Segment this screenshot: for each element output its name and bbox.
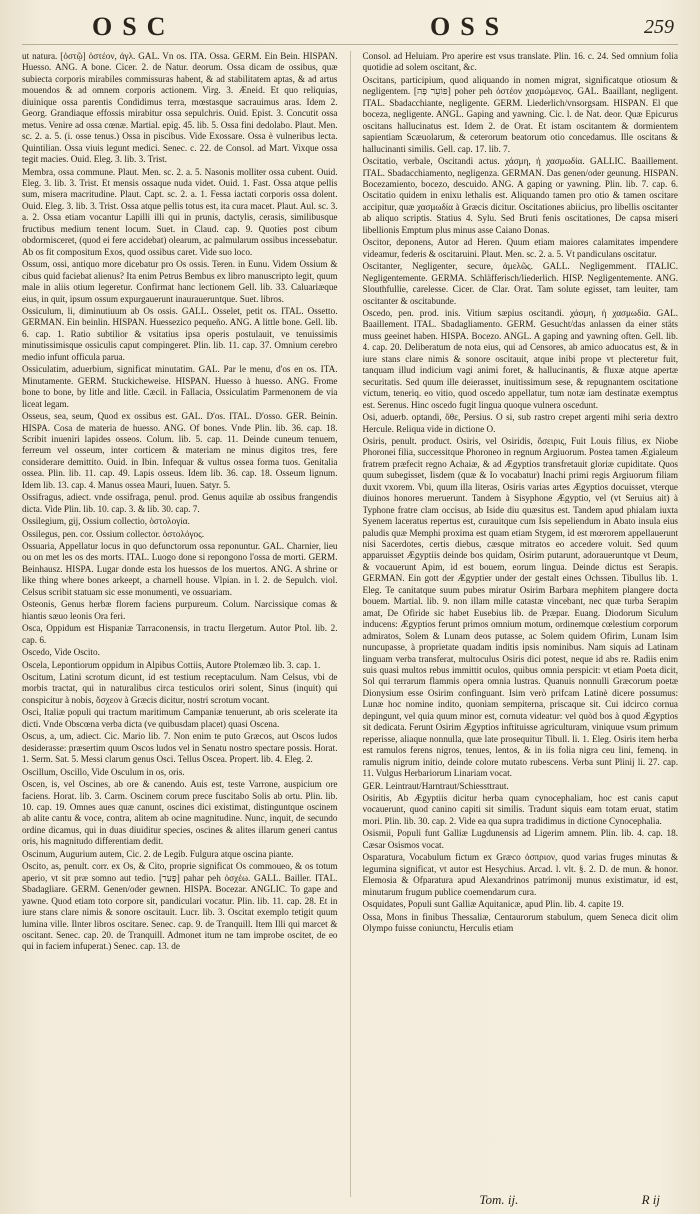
page-footer bbox=[359, 1192, 660, 1208]
running-header bbox=[22, 10, 678, 45]
signature-mark: Tom. ij. bbox=[479, 1192, 519, 1207]
dictionary-entry: Oscen, is, vel Oscines, ab ore & canendo. Auis est, teste Varrone, auspicium ore faciens. Horat. lib. 3. Carm. Oscinem corum prece fuscitabo Solis ab ortu. Plin. lib. 10. cap. 19. Omnes aues quæ canunt, oscines dici existimat, distinguntque oscinem ab alite cantu & voce, contra, alitem ab ocine magnitudine. Nunc, inquit, de secundo ordine dicamus, qui in duas diuiditur species, oscines & alites illarum generi cantus oris, his magnitudo differentiam dedit. bbox=[22, 779, 338, 847]
dictionary-entry: Ossilegus, pen. cor. Ossium collector. ὀστολόγος. bbox=[22, 528, 205, 539]
dictionary-entry: Osiris, penult. product. Osiris, vel Osiridis, ὄσειρις, Fuit Louis filius, ex Niobe Phoronei filia, successitque Phoroneo in regnum Argiuorum. Postea tamen Ægialeum fratrem præfecit regno Achaiæ, & ad Ægyptios transfretauit gloriæ cupiditate. Quos quum subegisset, Iisdem (quæ & Io vocabatur) Inachi primi regis Argiuorum filiam duxit vxorem. Vbi, quum illa literas, Osiris varias artes Ægyptios docuisset, vterque diuinos honores meruerunt. Tandem à Sisyphone Ægyptio, vel (vt Seruius ait) à Typhone fratre clam occisus, ab Iside diu quæsitus est. Tandem apud phialam iuxta Syenem laceratus repertus est, curauitque cum Isis sepeliendum in Abato insula eius paludis quæ Memphi proxima est quam etiam Stygem, id est mœrorem appellauerunt nisi Sacerdotes, certis diebus, cæsque mitratos eo accedere voluit. Sed quum apparuisset Ægyptiis deinde bos quidam, Osirim putarunt, adoraueruntque vt Deum, & vocauerunt Apim, id est bouem, eorum lingua. Deinde dictus est Serapis. GERMAN. Ein gott der Ægyptier under der gestalt eines Ochssen. Tibullus lib. 1. Eleg. Te canitatque suum pubes miratur Osirim Barbara mephitem plangere docta bouem. Martial. lib. 9. non illam mille catastæ vincebant, nec quæ turba Serapim amat, De Ofiride sic habet Eusebius lib. de Præpar. Euang. Diodorum Siculum inducens: Ægyptios ferunt primos omnium motum, ordinemque cœlestium corporum admiratos, Solem & Lunam deos putasse, ac Solem quidem Ofirim, Lunam Isim nuncupasse, à proprietate quadam inditis ipsis nominibus. Nam siquis ad Latinam linguam verba transferat, multoculus Osiris dici potest, neque id abs re. Radiis enim suis quasi multos rebus immittit oculos, quibus omnia perspicit: vt etiam Poeta dicit, Sol qui terrarum flammis opera omnia lustras. Quanuis nonnulli Græcorum poetæ Dionysium esse Osirim confinguant. Isim verò prifcam Latinè dicere possumus: Lunæ hoc nomine indito, quoniam sempiterna, priscaque sit. Cui idcirco cornua depingunt, vel quia quum minor est, cornuta videatur: vel quòd bos à quod Ægyptios sit dedicata. Ferunt Osirim Ægyptios inftituisse agriculturam, viniquue vsum primum reperisse, aliaque nonnulla, quæ late prosequitur Tibull. li. 1. Eleg. Osiris item herba est ramulos ferens nigros, tenues, lentos, & in iis folia nigra ceu lini, femenq. in ramulis nigrum initio, deinde colore mutato rubescens. Verba sunt Plinij li. 27. cap. 11. Vulgus Herbariorum Linariam vocat. bbox=[362, 435, 678, 779]
dictionary-entry: Oscedo, Vide Oscito. bbox=[22, 647, 100, 658]
dictionary-entry: Ossiculatim, aduerbium, significat minutatim. GAL. Par le menu, d'os en os. ITA. Minutamente. GERM. Stuckicheweise. HISPAN. Huesso à huesso. ANG. Frome bone to bone, by litle and litle. Cæcil. in Fallacia, Ossiculatim Parmenonem de via liceat legam. bbox=[22, 364, 338, 409]
dictionary-entry: Osteonis, Genus herbæ florem faciens purpureum. Colum. Narcissique comas & hiantis sæuo leonis Ora feri. bbox=[22, 599, 338, 621]
dictionary-entry: Ossum, ossi, antiquo more dicebatur pro Os ossis. Teren. in Eunu. Videm Ossium & cibus quid faciebat alienus? Ita enim Petrus Bembus ex libro manuscripto legit, quum male in aliis otium legeretur. Confirmat hanc lectionem Gell. lib. 33. Caluariæque eius, in quit, ipsum ossum expurgauerunt inauraueruntque. Suet. libros. bbox=[22, 259, 338, 304]
dictionary-entry: Ossifragus, adiect. vnde ossifraga, penul. prod. Genus aquilæ ab ossibus frangendis dicta. Vide Plin. lib. 10. cap. 3. & lib. 30. cap. 7. bbox=[22, 492, 338, 514]
dictionary-entry: Ossilegium, gij, Ossium collectio, ὀστολογία. bbox=[22, 516, 190, 527]
dictionary-entry: Oscitatio, verbale, Oscitandi actus. χάσμη, ἡ χασμωδία. GALLIC. Baaillement. ITAL. Sbadacchiamento, negligenza. GERMAN. Das genen/oder geunung. HISPAN. Bocezamiento, bocezo, descuido. ANG. A gaping or yawning. Plin. lib. 7. cap. 6. Oscitatio quidem in enixu lethalis est. Aliquando tamen pro otio & tamen oscitare accipitur, quæ χασμωδία à Græcis dicitur. Oscitationes abiicius, pro libellis oscitanter ab aliquo scriptis. Statius 4. Sylu. Sed Bruti fenis oscitationes, De capsa miseri libellionis Emptum plus minus asse Caiano Donas. bbox=[362, 156, 678, 235]
dictionary-entry: Consol. ad Heluiam. Pro aperire est vsus translate. Plin. 16. c. 24. Sed omnium folia quotidie ad solem oscitant, &c. bbox=[362, 51, 678, 73]
dictionary-entry: Oscitum, Latini scrotum dicunt, id est testium receptaculum. Nam Celsus, vbi de morbis tractat, qui in naturalibus circa testiculos oriri solent, Sinus (inquit) qui conspicitur à nobis, ὄσχεον à Græcis dicitur, nostri scrotum vocant. bbox=[22, 672, 338, 705]
two-column-body bbox=[22, 51, 678, 1197]
dictionary-entry: Osparatura, Vocabulum fictum ex Græco ὀσπριον, quod varias fruges minutas & legumina significat, vt autor est Hesychius. Arcad. l. vlt. §. 2. D. de mun. & honor. Elemosia & Ofparatura apud Alexandrinos patrimonij munus existimatur, id est, minutarum frugum publice coemendarum cura. bbox=[362, 852, 678, 897]
dictionary-entry: Oscito, as, penult. corr. ex Os, & Cito, proprie significat Os commoueo, & os totum aperio, vt sit præ somno aut tedio. [פָּעַר] pahar peh ὀσχέω. GALL. Bailler. ITAL. Sbadagliare. GERM. Genen/oder gewnen. HISPA. Bocezar. ANGLIC. To gape and yawne. Quod etiam toto corpore sit, pandiculari vocatur. Plin. lib. 11. cap. 28. Et in iure stans clare nimis & sonore oscitauit. Lucr. lib. 3. Oscitat exemplo tetigit quum lumina ville. Ilnter libros oscitare. Senec. cap. 9. de Tranquill. Item Illi qui marcet & oscitant. Senec. cap. 20. de Tranquill. Admonet itum ne tam improbe oscitet, de eo qui in faciem infuperat.) Senec. cap. 13. de bbox=[22, 861, 338, 952]
dictionary-entry: Osca, Oppidum est Hispaniæ Tarraconensis, in tractu Ilergetum. Autor Ptol. lib. 2. cap. 6. bbox=[22, 623, 338, 645]
catchword: R ij bbox=[641, 1192, 660, 1207]
page-number: 259 bbox=[644, 16, 674, 38]
dictionary-entry: Oscus, a, um, adiect. Cic. Mario lib. 7. Non enim te puto Græcos, aut Oscos ludos desiderasse: præsertim quum Oscos ludos vel in Senatu nostro spectare possis. Horat. 1. Serm. Sat. 5. Messi clarum genus Osci. Tellus Oscea. Propert. lib. 4. Eleg. 2. bbox=[22, 731, 338, 765]
dictionary-entry: Ossa, Mons in finibus Thessaliæ, Centaurorum stabulum, quem Seneca dicit olim Olympo fuisse coniunctu, Herculis etiam bbox=[362, 911, 678, 933]
column-divider bbox=[350, 51, 351, 1197]
dictionary-entry: Oscedo, pen. prod. inis. Vitium sæpius oscitandi. χάσμη, ἡ χασμωδία. GAL. Baaillement. ITAL. Sbadagliamento. GERM. Gesucht/das anlassen da einer stäts muss geeinet haben. HISPA. Bocezo. ANGL. A gaping and yawning often. Gell. lib. 4. cap. 20. Deliberatum de nota eius, qui ad Censores, ab amico aduocatus est, & in iure stans clare nimis & sonore oscitauit, atque inibi prope vt plecteretur fuit, tanquam illud indicium vagi animi foret, & hallucinantis, & fluxæ atque apertæ securitatis. Sed quum ille deierasset, inuitissimum sese, & repugnantem oscitatione victum, teneriq. eo vitio, quod oscedo appellatur, tum notæ iam destinatæ exemptus est. Serenus. Hinc oscedo fugit lingua quoque vulnera oscedunt. bbox=[362, 307, 678, 410]
dictionary-entry: Osci, Italiæ populi qui tractum maritimum Campaniæ tenuerunt, ab oris scelerate ita dicti. Vnde Obscœna verba dicta (ve quibusdam placet) quasi Oscena. bbox=[22, 707, 338, 729]
dictionary-entry: ut natura. [ὀστῷ] ὀστέον, ἀγλ. GAL. Vn os. ITA. Ossa. GERM. Ein Bein. HISPAN. Huesso. ANG. A bone. Cicer. 2. de Natur. deorum. Ossa dicam de ossibus, quæ subiecta corporis mirabiles commissuras habent, & ad stabilitatem aptas, & ad artus mouendos & ad omnem corporis actionem. Virg. 3. Æneid. Et quo reliquias, diuinique ossa parentis Condidimus terra, mœstasque sacrauimus aras. Idem 2. Georg. Grandiaque effossis mirabitur ossa sepulchris. Ouid. Epist. 3. Concutit ossa metus. Venire ad ossa cœnæ. Martial. epig. 45. lib. 5. Ossa fini dedolabo. Plaut. Men. sc. 2. a. 5. (i. osse tenus.) Ossa in piscibus. Vide Exossare. Ossa è vulneribus lecta. Quintilian. Ossa viuis legunt medici. Senec. c. 22. de Consol. ad Mart. Vixque ossa tegit macies. Ouid. Eleg. 3. lib. 3. Trist. bbox=[22, 51, 338, 165]
dictionary-entry: Osseus, sea, seum, Quod ex ossibus est. GAL. D'os. ITAL. D'osso. GER. Beinin. HISPA. Cosa de materia de huesso. ANG. Of bones. Vnde Plin. lib. 36. cap. 18. Scribit inueniri lapides osseos. Colum. lib. 5. cap. 11. Deinde cuneum tenuem, ferreum vel osseum, inter corticem & materiam ne minus digitos tres, fere considerare demittito. Ouid. in Ibin. Infequar & vultus ossea forma tuos. Genitalia ossea. Plin. lib. 11. cap. 49. Lapis osseus. Idem lib. 36. cap. 18. Osseum lignum. Idem lib. 13. cap. 4. Manus ossea Mauri, Iuuen. Satyr. 5. bbox=[22, 411, 338, 490]
dictionary-entry: Oscela, Lepontiorum oppidum in Alpibus Cottiis, Autore Ptolemæo lib. 3. cap. 1. bbox=[22, 659, 321, 670]
dictionary-entry: Oscitor, deponens, Autor ad Heren. Quum etiam maiores calamitates impendere videamur, federis & oscitaruini. Plaut. Men. sc. 2. a. 5. Vt pandiculans oscitatur. bbox=[362, 237, 678, 259]
dictionary-entry: Osi, aduerb. optandi, ὄθε, Persius. O si, sub rastro crepet argenti mihi seria dextro Hercule. Reliqua vide in dictione O. bbox=[362, 412, 678, 434]
dictionary-entry: Ossiculum, li, diminutiuum ab Os ossis. GALL. Osselet, petit os. ITAL. Ossetto. GERMAN. Ein beinlin. HISPAN. Huessezico pequeño. ANG. A little bone. Gell. lib. 6. cap. 1. Ratio subtilior & vsitatius ipsa operis postulauit, ve tenuissimis minutissimisque ossiculis caput compingeret. Plin. lib. 11. cap. 37. Omnium cerebro medio infunt officula parua. bbox=[22, 305, 338, 362]
left-column bbox=[22, 51, 338, 1197]
header-guide-word-left: OSC bbox=[92, 12, 176, 41]
dictionary-entry: Oscinum, Augurium autem, Cic. 2. de Legib. Fulgura atque oscina piante. bbox=[22, 848, 294, 859]
dictionary-entry: Oscitans, participium, quod aliquando in nomen migrat, significatque otiosum & negligentem. [פּוֹעֵר פֶּה] poher peh ὀστέον χασμώμενος. GAL. Baaillant, negligent. ITAL. Sbadacchiante, negligente. GERM. Liederlich/vnsorgsam. HISPAN. El que boceza, negligente. ANGL. Gaping and yawning. Cic. l. de Nat. deor. Quæ Epicurus oscitans hallucinatus est. Idem 2. de Orat. Et istam oscitantem & dormientem sapientiam Scæuolarum, & ceterorum beatorum otio concedamus. Ille oscitans & hallucinanti similis. Gell. cap. 17. lib. 7. bbox=[362, 74, 678, 154]
dictionary-entry: Osismii, Populi funt Galliæ Lugdunensis ad Ligerim amnem. Plin. lib. 4. cap. 18. Cæsar Osismos vocat. bbox=[362, 828, 678, 850]
dictionary-entry: GER. Leintraut/Harntraut/Schiessttraut. bbox=[362, 780, 509, 791]
dictionary-entry: Ossuaria, Appellatur locus in quo defunctorum ossa reponuntur. GAL. Charnier, lieu ou on met les os des morts. ITAL. Luogo done si repongono l'ossa de morti. GERM. Beinhausz. HISPA. Lugar donde esta los huessos de los muertos. ANG. A shrine or like thing where bones arkeept, a charnell house. Vlpian. in l. 2. de Sepulch. viol. Celsus scribit statuam sic esse monumenti, ve ossuariam. bbox=[22, 541, 338, 597]
dictionary-entry: Osiritis, Ab Ægyptiis dicitur herba quam cynocephaliam, hoc est canis caput vocauerunt, quod canino capiti sit similis. Tradunt siquis eam totam eruat, statim mori. Plin. lib. 30. cap. 2. Vide ea qua supra tradidimus in dictione Cynocephalia. bbox=[362, 793, 678, 826]
dictionary-entry: Oscillum, Oscillo, Vide Osculum in os, oris. bbox=[22, 766, 185, 777]
right-column bbox=[363, 51, 679, 1197]
dictionary-entry: Membra, ossa commune. Plaut. Men. sc. 2. a. 5. Nasonis molliter ossa cubent. Ouid. Eleg. 3. lib. 3. Trist. Et mensis ossaque nuda videt. Ouid. 1. Fast. Ossa atque pellis sum, misera macritudine. Plaut. Capt. sc. 2. a. 1. Fessa iactati corporis ossa dolent. Ouid. Eleg. 3. lib. 3. Trist. Ossa atque pellis totus est, ita cura macet. Plaut. Aul. sc. 3. a. 2. Ossa etiam vocantur Lapilli illi qui in prunis, dactylis, cerasis, similibusque fructibus medium tenent locum. Suet. in Claud. cap. 9. Quoties post cibum obdormisceret, (quod ei fere accidebat) olearum, ac palmularum ossibus incessebatur. Ab os fit compositum Exos, quod ossibus caret. Vide suo loco. bbox=[22, 166, 338, 257]
dictionary-entry: Oscitanter, Negligenter, secure, ἀμελῶς. GALL. Negligemment. ITALIC. Negligentemente. GERMA. Schläfferisch/liederlich. HISP. Negligentemente. ANG. Slouthfullie, carelesse. Cicer. de Clar. Orat. Tam solute egisset, tam leuiter, tam oscitanter & oscitabunde. bbox=[362, 261, 678, 306]
header-guide-word-right: OSS bbox=[430, 12, 510, 41]
dictionary-entry: Osquidates, Populi sunt Galliæ Aquitanicæ, apud Plin. lib. 4. capite 19. bbox=[362, 899, 624, 910]
